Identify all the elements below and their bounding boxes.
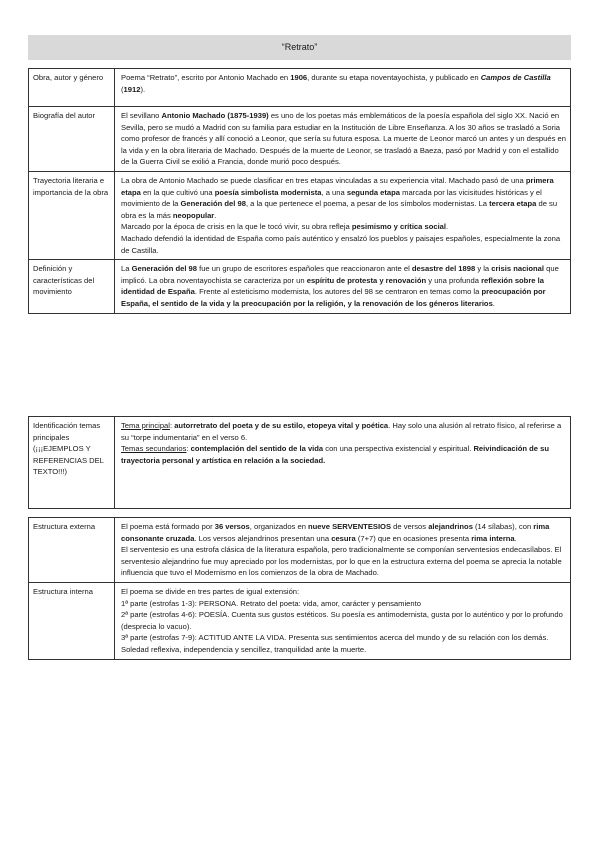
row-identificacion bbox=[29, 417, 571, 509]
content-biografia: El sevillano Antonio Machado (1875-1939) es uno de los poetas más emblemáticos de la poesía española del siglo XX. Nació en Sevilla, pero se mudó a Madrid con su familia para estudiar en la Institución de Libre Enseñanza. A los 30 años se trasladó a Soria como profesor de francés y allí conoció a Leonor, que sería su futura esposa. La muerte de Leonor marcó un antes y un después en la vida y en la obra literaria de Machado. Después de la muerte de Leonor, se trasladó a Baeza, pasó por Madrid y con el estallido de la Guerra Civil se exilió a Francia, donde murió poco después. bbox=[115, 107, 571, 172]
info-table-1 bbox=[28, 68, 571, 314]
label-identificacion: Identificación temas principales (¡¡¡EJEMPLOS Y REFERENCIAS DEL TEXTO!!!) bbox=[29, 417, 115, 509]
content-obra: Poema “Retrato”, escrito por Antonio Machado en 1906, durante su etapa noventayochista, y publicado en Campos de Castilla (1912). bbox=[115, 69, 571, 107]
label-trayectoria: Trayectoria literaria e importancia de la obra bbox=[29, 171, 115, 259]
content-interna: El poema se divide en tres partes de igual extensión: 1ª parte (estrofas 1-3): PERSONA. Retrato del poeta: vida, amor, carácter y pensamiento 2ª parte (estrofas 4-6): POESÍA. Cuenta sus gustos estéticos. Su poesía es antimodernista, gusta por lo auténtico y por lo profundo (desprecia lo vacuo). 3ª parte (estrofas 7-9): ACTITUD ANTE LA VIDA. Presenta sus sentimientos acerca del mundo y de su relación con los demás. Soledad reflexiva, independencia y sencillez, tranquilidad ante la muerte. bbox=[115, 582, 571, 659]
row-externa bbox=[29, 518, 571, 583]
info-table-2 bbox=[28, 416, 571, 509]
content-externa: El poema está formado por 36 versos, organizados en nueve SERVENTESIOS de versos alejandrinos (14 sílabas), con rima consonante cruzada. Los versos alejandrinos presentan una cesura (7+7) que en ocasiones presenta rima interna. El serventesio es una estrofa clásica de la literatura española, pero tradicionalmente se componían serventesios endecasílabos. El serventesio alejandrino fue muy apreciado por los modernistas, por lo que en la estructura externa del poema se aprecia la notable influencia que tuvo el Modernismo en los comienzos de la obra de Machado. bbox=[115, 518, 571, 583]
row-definicion bbox=[29, 260, 571, 313]
label-interna: Estructura interna bbox=[29, 582, 115, 659]
label-definicion: Definición y características del movimiento bbox=[29, 260, 115, 313]
row-interna bbox=[29, 582, 571, 659]
content-identificacion: Tema principal: autorretrato del poeta y de su estilo, etopeya vital y poética. Hay solo una alusión al retrato físico, al referirse a su “torpe indumentaria” en el verso 6. Temas secundarios: contemplación del sentido de la vida con una perspectiva existencial y espiritual. Reivindicación de su trayectoria personal y artística en relación a la sociedad. bbox=[115, 417, 571, 509]
label-obra: Obra, autor y género bbox=[29, 69, 115, 107]
row-obra bbox=[29, 69, 571, 107]
label-externa: Estructura externa bbox=[29, 518, 115, 583]
info-table-3 bbox=[28, 517, 571, 660]
row-biografia bbox=[29, 107, 571, 172]
content-trayectoria: La obra de Antonio Machado se puede clasificar en tres etapas vinculadas a su experiencia vital. Machado pasó de una primera etapa en la que cultivó una poesía simbolista modernista, a una segunda etapa marcada por las vicisitudes históricas y el movimiento de la Generación del 98, a la que pertenece el poema, a pesar de los símbolos modernistas. La tercera etapa de su obra es la más neopopular. Marcado por la época de crisis en la que le tocó vivir, su obra refleja pesimismo y crítica social. Machado defendió la identidad de España como país auténtico y ensalzó los pueblos y paisajes españoles, especialmente la zona de Castilla. bbox=[115, 171, 571, 259]
content-definicion: La Generación del 98 fue un grupo de escritores españoles que reaccionaron ante el desastre del 1898 y la crisis nacional que implicó. La obra noventayochista se caracteriza por un espíritu de protesta y renovación y una profunda reflexión sobre la identidad de España. Frente al esteticismo modernista, los autores del 98 se centraron en temas como la preocupación por España, el sentido de la vida y la preocupación por la religión, y la renovación de los géneros literarios. bbox=[115, 260, 571, 313]
row-trayectoria bbox=[29, 171, 571, 259]
label-biografia: Biografía del autor bbox=[29, 107, 115, 172]
document-title: “Retrato” bbox=[28, 35, 571, 60]
